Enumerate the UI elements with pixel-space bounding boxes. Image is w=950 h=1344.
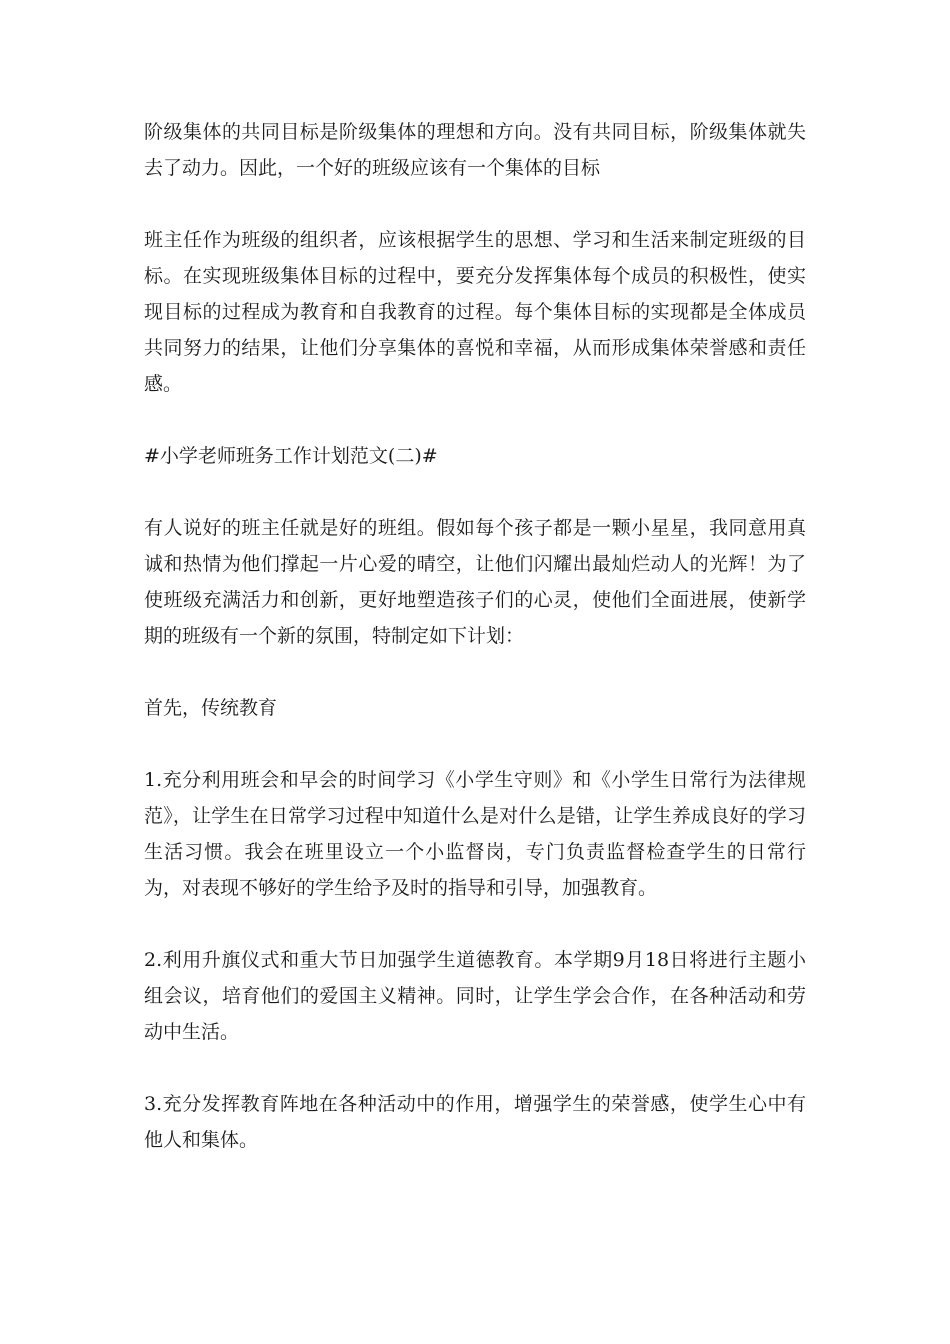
document-body [144, 114, 806, 1158]
paragraph-class-goal-intro: 阶级集体的共同目标是阶级集体的理想和方向。没有共同目标，阶级集体就失去了动力。因此，一个好的班级应该有一个集体的目标 [144, 121, 806, 179]
paragraph-plan-intro: 有人说好的班主任就是好的班组。假如每个孩子都是一颗小星星，我同意用真诚和热情为他们撑起一片心爱的晴空，让他们闪耀出最灿烂动人的光辉！为了使班级充满活力和创新，更好地塑造孩子们的心灵，使他们全面进展，使新学期的班级有一个新的氛围，特制定如下计划： [144, 517, 806, 647]
list-item-3: 3.充分发挥教育阵地在各种活动中的作用，增强学生的荣誉感，使学生心中有他人和集体。 [144, 1093, 806, 1151]
section-heading-plan-two: #小学老师班务工作计划范文(二)# [144, 445, 438, 467]
subheading-traditional-education: 首先，传统教育 [144, 697, 278, 719]
list-item-1: 1.充分利用班会和早会的时间学习《小学生守则》和《小学生日常行为法律规范》，让学生在日常学习过程中知道什么是对什么是错，让学生养成良好的学习生活习惯。我会在班里设立一个小监督岗，专门负责监督检查学生的日常行为，对表现不够好的学生给予及时的指导和引导，加强教育。 [144, 769, 806, 899]
paragraph-head-teacher-role: 班主任作为班级的组织者，应该根据学生的思想、学习和生活来制定班级的目标。在实现班级集体目标的过程中，要充分发挥集体每个成员的积极性，使实现目标的过程成为教育和自我教育的过程。每个集体目标的实现都是全体成员共同努力的结果，让他们分享集体的喜悦和幸福，从而形成集体荣誉感和责任感。 [144, 229, 806, 395]
list-item-2: 2.利用升旗仪式和重大节日加强学生道德教育。本学期9月18日将进行主题小组会议，培育他们的爱国主义精神。同时，让学生学会合作，在各种活动和劳动中生活。 [144, 949, 806, 1043]
